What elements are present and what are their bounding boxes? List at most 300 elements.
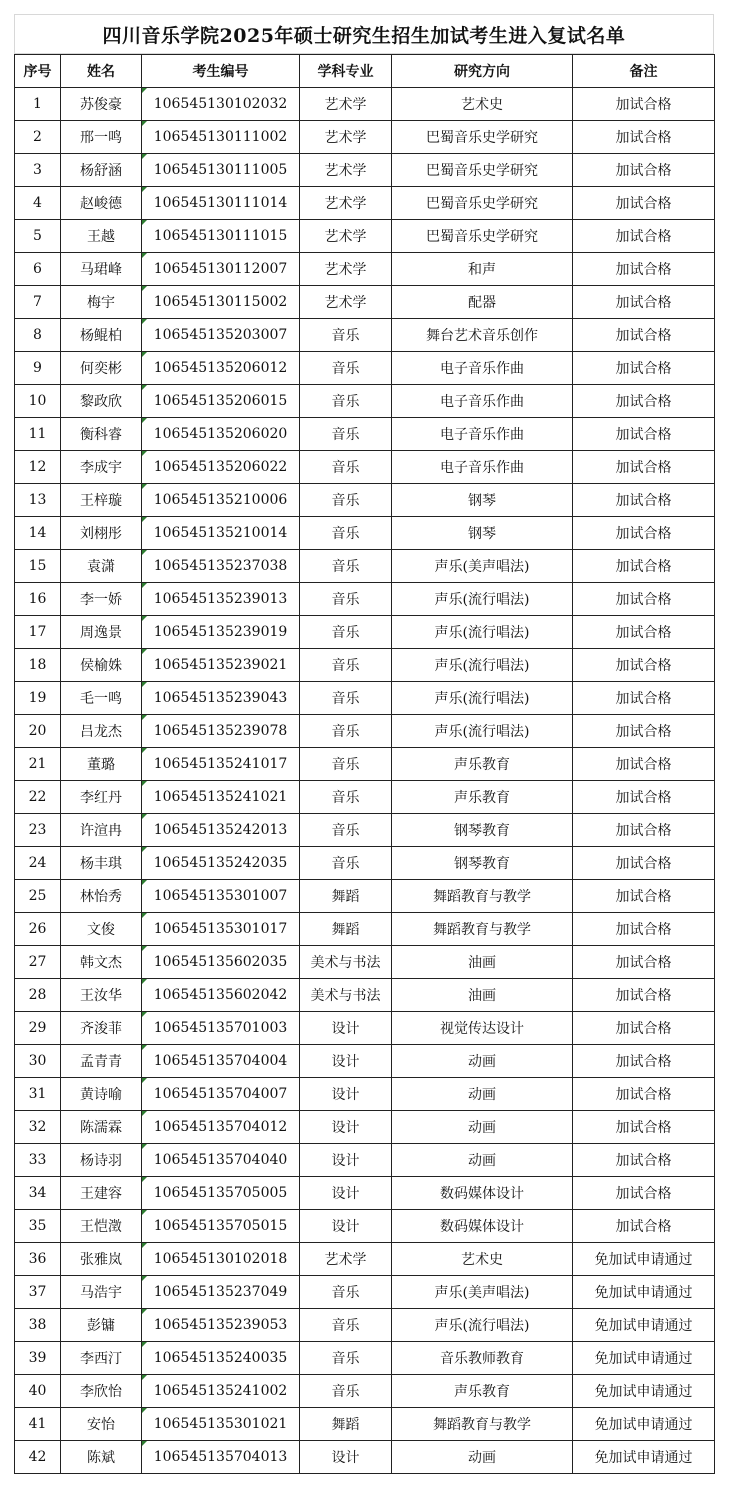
table-row: [15, 1342, 715, 1375]
cell-candidate-id[interactable]: 106545135602035: [142, 946, 300, 979]
cell-index[interactable]: 11: [15, 418, 61, 451]
table-row: [15, 187, 715, 220]
cell-research-direction[interactable]: 油画: [392, 946, 573, 979]
cell-name[interactable]: 李红丹: [61, 781, 142, 814]
cell-index[interactable]: 3: [15, 154, 61, 187]
cell-research-direction[interactable]: 电子音乐作曲: [392, 385, 573, 418]
cell-major[interactable]: 音乐: [300, 715, 392, 748]
header-research-direction[interactable]: 研究方向: [392, 55, 573, 88]
cell-major[interactable]: 音乐: [300, 748, 392, 781]
cell-index[interactable]: 25: [15, 880, 61, 913]
table-row: [15, 616, 715, 649]
cell-research-direction[interactable]: 动画: [392, 1111, 573, 1144]
cell-name[interactable]: 杨诗羽: [61, 1144, 142, 1177]
cell-index[interactable]: 41: [15, 1408, 61, 1441]
cell-index[interactable]: 16: [15, 583, 61, 616]
cell-name[interactable]: 孟青青: [61, 1045, 142, 1078]
cell-index[interactable]: 2: [15, 121, 61, 154]
cell-index[interactable]: 30: [15, 1045, 61, 1078]
cell-research-direction[interactable]: 声乐(流行唱法): [392, 616, 573, 649]
cell-major[interactable]: 音乐: [300, 352, 392, 385]
cell-research-direction[interactable]: 电子音乐作曲: [392, 418, 573, 451]
cell-name[interactable]: 刘栩彤: [61, 517, 142, 550]
cell-index[interactable]: 20: [15, 715, 61, 748]
cell-name[interactable]: 梅宇: [61, 286, 142, 319]
header-index[interactable]: 序号: [15, 55, 61, 88]
cell-remark[interactable]: 免加试申请通过: [573, 1276, 715, 1309]
cell-name[interactable]: 黎政欣: [61, 385, 142, 418]
cell-name[interactable]: 周逸景: [61, 616, 142, 649]
table-row: [15, 682, 715, 715]
cell-index[interactable]: 8: [15, 319, 61, 352]
cell-index[interactable]: 22: [15, 781, 61, 814]
cell-research-direction[interactable]: 动画: [392, 1441, 573, 1474]
cell-remark[interactable]: 加试合格: [573, 649, 715, 682]
title-cell[interactable]: [14, 14, 714, 54]
cell-research-direction[interactable]: 声乐(流行唱法): [392, 1309, 573, 1342]
cell-index[interactable]: 34: [15, 1177, 61, 1210]
cell-research-direction[interactable]: 动画: [392, 1045, 573, 1078]
cell-major[interactable]: 设计: [300, 1144, 392, 1177]
table-row: [15, 319, 715, 352]
cell-candidate-id[interactable]: 106545135206020: [142, 418, 300, 451]
cell-major[interactable]: 音乐: [300, 385, 392, 418]
cell-candidate-id[interactable]: 106545130111002: [142, 121, 300, 154]
cell-research-direction[interactable]: 巴蜀音乐史学研究: [392, 121, 573, 154]
cell-remark[interactable]: 加试合格: [573, 814, 715, 847]
cell-research-direction[interactable]: 艺术史: [392, 88, 573, 121]
table-row: [15, 1144, 715, 1177]
cell-major[interactable]: 艺术学: [300, 88, 392, 121]
cell-research-direction[interactable]: 艺术史: [392, 1243, 573, 1276]
cell-index[interactable]: 32: [15, 1111, 61, 1144]
cell-major[interactable]: 艺术学: [300, 121, 392, 154]
cell-name[interactable]: 吕龙杰: [61, 715, 142, 748]
cell-major[interactable]: 音乐: [300, 418, 392, 451]
cell-index[interactable]: 38: [15, 1309, 61, 1342]
cell-index[interactable]: 36: [15, 1243, 61, 1276]
cell-index[interactable]: 5: [15, 220, 61, 253]
table-row: [15, 880, 715, 913]
cell-remark[interactable]: 加试合格: [573, 88, 715, 121]
cell-research-direction[interactable]: 巴蜀音乐史学研究: [392, 154, 573, 187]
cell-index[interactable]: 14: [15, 517, 61, 550]
table-row: [15, 550, 715, 583]
cell-index[interactable]: 40: [15, 1375, 61, 1408]
cell-remark[interactable]: 加试合格: [573, 748, 715, 781]
cell-remark[interactable]: 免加试申请通过: [573, 1408, 715, 1441]
cell-candidate-id[interactable]: 106545135241017: [142, 748, 300, 781]
cell-candidate-id[interactable]: 106545135203007: [142, 319, 300, 352]
table-row: [15, 913, 715, 946]
cell-major[interactable]: 音乐: [300, 484, 392, 517]
cell-candidate-id[interactable]: 106545135237038: [142, 550, 300, 583]
cell-name[interactable]: 苏俊豪: [61, 88, 142, 121]
cell-name[interactable]: 李欣怡: [61, 1375, 142, 1408]
cell-research-direction[interactable]: 动画: [392, 1078, 573, 1111]
table-row: [15, 1276, 715, 1309]
table-row: [15, 220, 715, 253]
spreadsheet-sheet: [14, 14, 714, 1474]
cell-remark[interactable]: 加试合格: [573, 781, 715, 814]
cell-candidate-id[interactable]: 106545130111014: [142, 187, 300, 220]
cell-major[interactable]: 设计: [300, 1177, 392, 1210]
cell-index[interactable]: 1: [15, 88, 61, 121]
cell-candidate-id[interactable]: 106545130102032: [142, 88, 300, 121]
cell-remark[interactable]: 加试合格: [573, 220, 715, 253]
cell-name[interactable]: 董璐: [61, 748, 142, 781]
cell-index[interactable]: 21: [15, 748, 61, 781]
cell-major[interactable]: 音乐: [300, 1276, 392, 1309]
cell-candidate-id[interactable]: 106545130102018: [142, 1243, 300, 1276]
cell-major[interactable]: 音乐: [300, 1309, 392, 1342]
cell-remark[interactable]: 加试合格: [573, 1078, 715, 1111]
cell-research-direction[interactable]: 声乐教育: [392, 1375, 573, 1408]
table-row: [15, 253, 715, 286]
cell-major[interactable]: 音乐: [300, 616, 392, 649]
cell-name[interactable]: 邢一鸣: [61, 121, 142, 154]
cell-research-direction[interactable]: 声乐教育: [392, 781, 573, 814]
cell-major[interactable]: 音乐: [300, 814, 392, 847]
cell-research-direction[interactable]: 巴蜀音乐史学研究: [392, 187, 573, 220]
table-row: [15, 946, 715, 979]
cell-index[interactable]: 4: [15, 187, 61, 220]
cell-index[interactable]: 19: [15, 682, 61, 715]
cell-major[interactable]: 音乐: [300, 583, 392, 616]
cell-candidate-id[interactable]: 106545135239013: [142, 583, 300, 616]
cell-remark[interactable]: 加试合格: [573, 913, 715, 946]
cell-major[interactable]: 设计: [300, 1210, 392, 1243]
header-row: [15, 55, 715, 88]
cell-candidate-id[interactable]: 106545135301007: [142, 880, 300, 913]
cell-candidate-id[interactable]: 106545135704013: [142, 1441, 300, 1474]
cell-remark[interactable]: 加试合格: [573, 286, 715, 319]
cell-name[interactable]: 安怡: [61, 1408, 142, 1441]
cell-major[interactable]: 设计: [300, 1111, 392, 1144]
table-row: [15, 451, 715, 484]
cell-major[interactable]: 艺术学: [300, 187, 392, 220]
cell-index[interactable]: 7: [15, 286, 61, 319]
cell-candidate-id[interactable]: 106545130112007: [142, 253, 300, 286]
cell-candidate-id[interactable]: 106545135239019: [142, 616, 300, 649]
header-name[interactable]: 姓名: [61, 55, 142, 88]
cell-name[interactable]: 韩文杰: [61, 946, 142, 979]
cell-name[interactable]: 文俊: [61, 913, 142, 946]
cell-remark[interactable]: 加试合格: [573, 1111, 715, 1144]
cell-remark[interactable]: 加试合格: [573, 418, 715, 451]
cell-name[interactable]: 袁潇: [61, 550, 142, 583]
cell-research-direction[interactable]: 电子音乐作曲: [392, 352, 573, 385]
cell-research-direction[interactable]: 钢琴教育: [392, 814, 573, 847]
cell-research-direction[interactable]: 钢琴: [392, 517, 573, 550]
cell-name[interactable]: 齐浚菲: [61, 1012, 142, 1045]
cell-research-direction[interactable]: 舞台艺术音乐创作: [392, 319, 573, 352]
cell-remark[interactable]: 免加试申请通过: [573, 1243, 715, 1276]
header-remark[interactable]: 备注: [573, 55, 715, 88]
table-row: [15, 385, 715, 418]
cell-index[interactable]: 31: [15, 1078, 61, 1111]
table-row: [15, 352, 715, 385]
cell-remark[interactable]: 加试合格: [573, 1144, 715, 1177]
cell-candidate-id[interactable]: 106545135705005: [142, 1177, 300, 1210]
cell-major[interactable]: 音乐: [300, 847, 392, 880]
cell-remark[interactable]: 免加试申请通过: [573, 1309, 715, 1342]
cell-candidate-id[interactable]: 106545135705015: [142, 1210, 300, 1243]
cell-candidate-id[interactable]: 106545135701003: [142, 1012, 300, 1045]
cell-remark[interactable]: 加试合格: [573, 517, 715, 550]
cell-research-direction[interactable]: 音乐教师教育: [392, 1342, 573, 1375]
table-row: [15, 1012, 715, 1045]
cell-candidate-id[interactable]: 106545135210014: [142, 517, 300, 550]
cell-research-direction[interactable]: 钢琴: [392, 484, 573, 517]
cell-index[interactable]: 28: [15, 979, 61, 1012]
cell-index[interactable]: 17: [15, 616, 61, 649]
cell-research-direction[interactable]: 电子音乐作曲: [392, 451, 573, 484]
cell-major[interactable]: 艺术学: [300, 286, 392, 319]
cell-remark[interactable]: 加试合格: [573, 253, 715, 286]
cell-name[interactable]: 毛一鸣: [61, 682, 142, 715]
header-candidate-id[interactable]: 考生编号: [142, 55, 300, 88]
cell-candidate-id[interactable]: 106545135704012: [142, 1111, 300, 1144]
cell-name[interactable]: 赵峻德: [61, 187, 142, 220]
cell-research-direction[interactable]: 声乐教育: [392, 748, 573, 781]
cell-name[interactable]: 许渲冉: [61, 814, 142, 847]
cell-candidate-id[interactable]: 106545135237049: [142, 1276, 300, 1309]
cell-major[interactable]: 艺术学: [300, 220, 392, 253]
cell-major[interactable]: 音乐: [300, 1375, 392, 1408]
cell-index[interactable]: 24: [15, 847, 61, 880]
cell-index[interactable]: 27: [15, 946, 61, 979]
cell-name[interactable]: 何奕彬: [61, 352, 142, 385]
cell-remark[interactable]: 加试合格: [573, 880, 715, 913]
cell-candidate-id[interactable]: 106545135206022: [142, 451, 300, 484]
cell-candidate-id[interactable]: 106545135240035: [142, 1342, 300, 1375]
cell-major[interactable]: 艺术学: [300, 253, 392, 286]
cell-name[interactable]: 李西汀: [61, 1342, 142, 1375]
cell-name[interactable]: 王越: [61, 220, 142, 253]
cell-remark[interactable]: 加试合格: [573, 451, 715, 484]
cell-candidate-id[interactable]: 106545135206015: [142, 385, 300, 418]
cell-major[interactable]: 音乐: [300, 319, 392, 352]
table-row: [15, 1078, 715, 1111]
table-row: [15, 583, 715, 616]
cell-remark[interactable]: 加试合格: [573, 1210, 715, 1243]
cell-major[interactable]: 舞蹈: [300, 913, 392, 946]
candidate-table: [14, 54, 715, 1474]
cell-research-direction[interactable]: 动画: [392, 1144, 573, 1177]
cell-index[interactable]: 35: [15, 1210, 61, 1243]
cell-index[interactable]: 39: [15, 1342, 61, 1375]
cell-candidate-id[interactable]: 106545135241021: [142, 781, 300, 814]
table-row: [15, 748, 715, 781]
cell-major[interactable]: 美术与书法: [300, 946, 392, 979]
cell-research-direction[interactable]: 声乐(流行唱法): [392, 649, 573, 682]
cell-research-direction[interactable]: 声乐(美声唱法): [392, 1276, 573, 1309]
cell-remark[interactable]: 加试合格: [573, 1177, 715, 1210]
cell-remark[interactable]: 加试合格: [573, 385, 715, 418]
cell-index[interactable]: 13: [15, 484, 61, 517]
cell-name[interactable]: 彭镛: [61, 1309, 142, 1342]
cell-research-direction[interactable]: 巴蜀音乐史学研究: [392, 220, 573, 253]
table-row: [15, 88, 715, 121]
cell-index[interactable]: 12: [15, 451, 61, 484]
cell-remark[interactable]: 免加试申请通过: [573, 1342, 715, 1375]
cell-candidate-id[interactable]: 106545135704004: [142, 1045, 300, 1078]
table-row: [15, 814, 715, 847]
cell-name[interactable]: 马浩宇: [61, 1276, 142, 1309]
cell-name[interactable]: 林怡秀: [61, 880, 142, 913]
cell-candidate-id[interactable]: 106545135239078: [142, 715, 300, 748]
cell-major[interactable]: 音乐: [300, 682, 392, 715]
table-row: [15, 154, 715, 187]
cell-remark[interactable]: 加试合格: [573, 121, 715, 154]
cell-name[interactable]: 杨鲲柏: [61, 319, 142, 352]
cell-major[interactable]: 音乐: [300, 649, 392, 682]
cell-index[interactable]: 33: [15, 1144, 61, 1177]
cell-candidate-id[interactable]: 106545135239053: [142, 1309, 300, 1342]
cell-index[interactable]: 10: [15, 385, 61, 418]
cell-remark[interactable]: 加试合格: [573, 484, 715, 517]
table-row: [15, 649, 715, 682]
cell-major[interactable]: 设计: [300, 1441, 392, 1474]
cell-research-direction[interactable]: 舞蹈教育与教学: [392, 880, 573, 913]
cell-research-direction[interactable]: 舞蹈教育与教学: [392, 1408, 573, 1441]
cell-remark[interactable]: 加试合格: [573, 352, 715, 385]
table-row: [15, 847, 715, 880]
cell-remark[interactable]: 免加试申请通过: [573, 1375, 715, 1408]
cell-remark[interactable]: 加试合格: [573, 1045, 715, 1078]
table-row: [15, 1177, 715, 1210]
cell-major[interactable]: 美术与书法: [300, 979, 392, 1012]
cell-research-direction[interactable]: 数码媒体设计: [392, 1177, 573, 1210]
cell-candidate-id[interactable]: 106545135242035: [142, 847, 300, 880]
cell-major[interactable]: 音乐: [300, 517, 392, 550]
cell-name[interactable]: 杨丰琪: [61, 847, 142, 880]
cell-research-direction[interactable]: 舞蹈教育与教学: [392, 913, 573, 946]
header-major[interactable]: 学科专业: [300, 55, 392, 88]
cell-major[interactable]: 音乐: [300, 1342, 392, 1375]
cell-index[interactable]: 37: [15, 1276, 61, 1309]
cell-name[interactable]: 李成宇: [61, 451, 142, 484]
cell-candidate-id[interactable]: 106545135704040: [142, 1144, 300, 1177]
cell-candidate-id[interactable]: 106545135301017: [142, 913, 300, 946]
cell-index[interactable]: 26: [15, 913, 61, 946]
cell-name[interactable]: 陈斌: [61, 1441, 142, 1474]
table-row: [15, 517, 715, 550]
cell-index[interactable]: 6: [15, 253, 61, 286]
table-row: [15, 1408, 715, 1441]
cell-major[interactable]: 舞蹈: [300, 880, 392, 913]
cell-remark[interactable]: 加试合格: [573, 682, 715, 715]
cell-remark[interactable]: 加试合格: [573, 847, 715, 880]
cell-research-direction[interactable]: 声乐(美声唱法): [392, 550, 573, 583]
cell-name[interactable]: 王汝华: [61, 979, 142, 1012]
cell-research-direction[interactable]: 配器: [392, 286, 573, 319]
cell-remark[interactable]: 加试合格: [573, 979, 715, 1012]
cell-candidate-id[interactable]: 106545130111015: [142, 220, 300, 253]
cell-candidate-id[interactable]: 106545135210006: [142, 484, 300, 517]
table-row: [15, 484, 715, 517]
cell-index[interactable]: 18: [15, 649, 61, 682]
cell-name[interactable]: 马珺峰: [61, 253, 142, 286]
cell-research-direction[interactable]: 和声: [392, 253, 573, 286]
cell-name[interactable]: 衡科睿: [61, 418, 142, 451]
table-row: [15, 1243, 715, 1276]
cell-major[interactable]: 舞蹈: [300, 1408, 392, 1441]
cell-candidate-id[interactable]: 106545130111005: [142, 154, 300, 187]
cell-research-direction[interactable]: 声乐(流行唱法): [392, 583, 573, 616]
cell-research-direction[interactable]: 数码媒体设计: [392, 1210, 573, 1243]
cell-name[interactable]: 李一娇: [61, 583, 142, 616]
cell-name[interactable]: 王梓璇: [61, 484, 142, 517]
cell-major[interactable]: 艺术学: [300, 1243, 392, 1276]
cell-research-direction[interactable]: 声乐(流行唱法): [392, 682, 573, 715]
cell-remark[interactable]: 加试合格: [573, 154, 715, 187]
cell-major[interactable]: 艺术学: [300, 154, 392, 187]
cell-remark[interactable]: 加试合格: [573, 550, 715, 583]
cell-name[interactable]: 陈濡霖: [61, 1111, 142, 1144]
cell-remark[interactable]: 免加试申请通过: [573, 1441, 715, 1474]
cell-candidate-id[interactable]: 106545135241002: [142, 1375, 300, 1408]
cell-index[interactable]: 23: [15, 814, 61, 847]
cell-candidate-id[interactable]: 106545135206012: [142, 352, 300, 385]
cell-candidate-id[interactable]: 106545135704007: [142, 1078, 300, 1111]
cell-candidate-id[interactable]: 106545135242013: [142, 814, 300, 847]
cell-remark[interactable]: 加试合格: [573, 319, 715, 352]
cell-name[interactable]: 黄诗喻: [61, 1078, 142, 1111]
cell-name[interactable]: 张雅岚: [61, 1243, 142, 1276]
cell-candidate-id[interactable]: 106545135602042: [142, 979, 300, 1012]
cell-research-direction[interactable]: 油画: [392, 979, 573, 1012]
cell-index[interactable]: 9: [15, 352, 61, 385]
table-row: [15, 1045, 715, 1078]
cell-research-direction[interactable]: 视觉传达设计: [392, 1012, 573, 1045]
cell-remark[interactable]: 加试合格: [573, 946, 715, 979]
table-row: [15, 715, 715, 748]
cell-major[interactable]: 设计: [300, 1045, 392, 1078]
cell-remark[interactable]: 加试合格: [573, 583, 715, 616]
cell-research-direction[interactable]: 声乐(流行唱法): [392, 715, 573, 748]
table-row: [15, 286, 715, 319]
cell-candidate-id[interactable]: 106545135301021: [142, 1408, 300, 1441]
cell-candidate-id[interactable]: 106545130115002: [142, 286, 300, 319]
cell-index[interactable]: 42: [15, 1441, 61, 1474]
cell-name[interactable]: 杨舒涵: [61, 154, 142, 187]
cell-remark[interactable]: 加试合格: [573, 616, 715, 649]
cell-candidate-id[interactable]: 106545135239043: [142, 682, 300, 715]
cell-index[interactable]: 15: [15, 550, 61, 583]
cell-remark[interactable]: 加试合格: [573, 1012, 715, 1045]
cell-remark[interactable]: 加试合格: [573, 715, 715, 748]
cell-name[interactable]: 侯榆姝: [61, 649, 142, 682]
table-row: [15, 1441, 715, 1474]
cell-name[interactable]: 王建容: [61, 1177, 142, 1210]
cell-remark[interactable]: 加试合格: [573, 187, 715, 220]
cell-major[interactable]: 音乐: [300, 550, 392, 583]
cell-major[interactable]: 音乐: [300, 781, 392, 814]
cell-major[interactable]: 设计: [300, 1078, 392, 1111]
table-row: [15, 781, 715, 814]
table-row: [15, 1111, 715, 1144]
document-title: 四川音乐学院2025年硕士研究生招生加试考生进入复试名单: [102, 24, 626, 47]
cell-name[interactable]: 王恺澂: [61, 1210, 142, 1243]
cell-research-direction[interactable]: 钢琴教育: [392, 847, 573, 880]
table-body: [15, 88, 715, 1474]
cell-index[interactable]: 29: [15, 1012, 61, 1045]
cell-candidate-id[interactable]: 106545135239021: [142, 649, 300, 682]
cell-major[interactable]: 音乐: [300, 451, 392, 484]
cell-major[interactable]: 设计: [300, 1012, 392, 1045]
